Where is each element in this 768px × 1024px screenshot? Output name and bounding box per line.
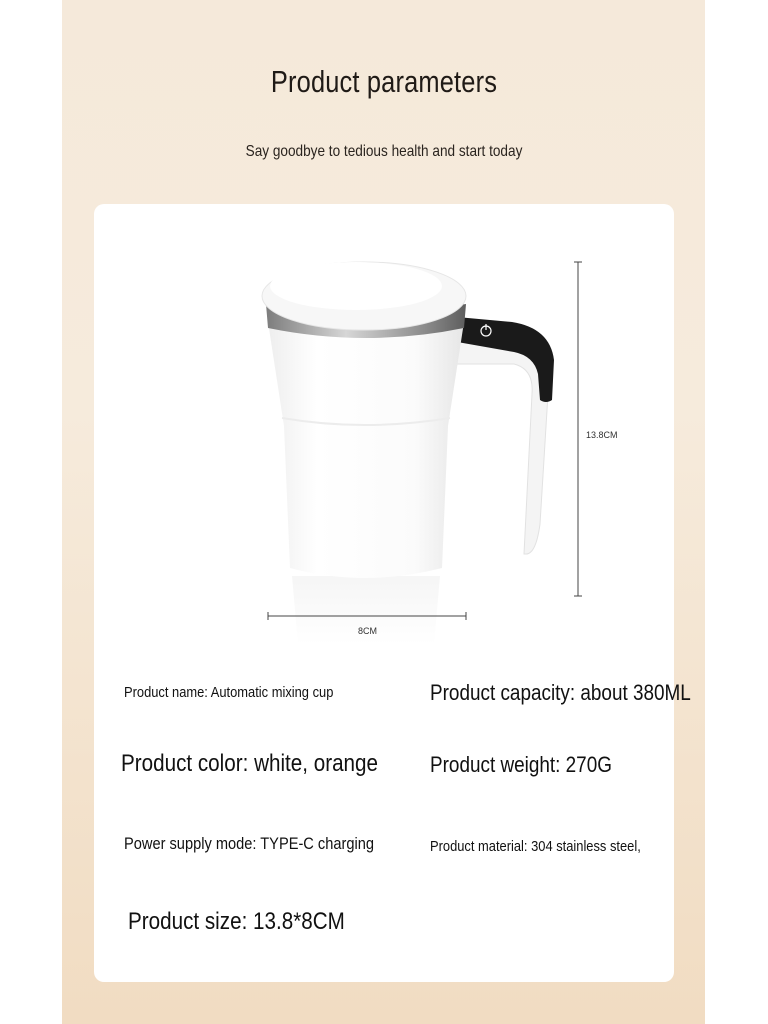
spec-product-size: Product size: 13.8*8CM [128,908,345,935]
spec-product-material: Product material: 304 stainless steel, [430,838,641,855]
height-dimension-label: 13.8CM [586,430,618,440]
page-subtitle: Say goodbye to tedious health and start today [245,143,523,160]
spec-product-capacity: Product capacity: about 380ML [430,680,691,705]
width-dimension-label: 8CM [358,626,378,636]
spec-product-name: Product name: Automatic mixing cup [124,684,334,701]
spec-power-supply: Power supply mode: TYPE-C charging [124,834,375,853]
product-card [94,204,691,982]
page-title: Product parameters [270,64,498,99]
spec-product-color: Product color: white, orange [121,750,378,777]
mixing-cup-image [94,204,674,644]
spec-product-weight: Product weight: 270G [430,752,612,777]
